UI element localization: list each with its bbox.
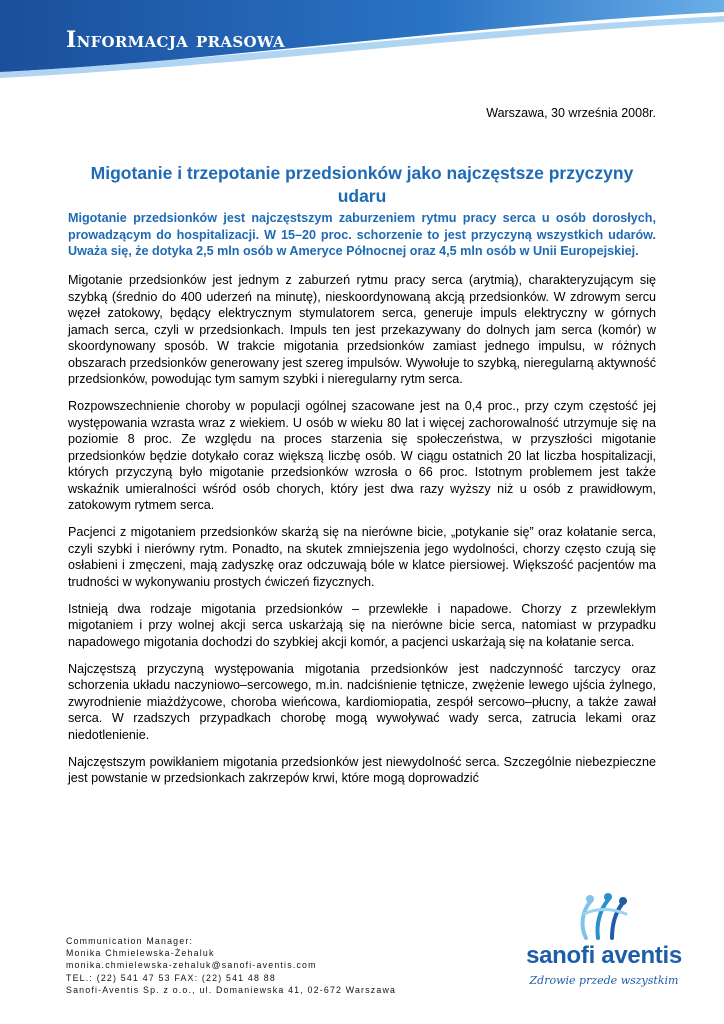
fax-label: FAX: — [174, 972, 199, 983]
phone-label: TEL.: — [66, 972, 94, 983]
contact-address: Sanofi-Aventis Sp. z o.o., ul. Domaniewska 41, 02-672 Warszawa — [66, 984, 397, 995]
logo-figures-icon — [504, 892, 704, 944]
lead-paragraph: Migotanie przedsionków jest najczęstszym zaburzeniem rytmu pracy serca u osób dorosłych, prowadzącym do hospitalizacji. W 15–20 proc. schorzenie to jest przyczyną wszystkich udarów. Uważa się, że dotyka 2,5 mln osób w Ameryce Północnej oraz 4,5 mln osób w Unii Europejskiej. — [68, 211, 656, 259]
header-title: Informacja prasowa — [66, 27, 285, 53]
contact-role: Communication Manager: — [66, 936, 194, 946]
body-paragraph-4: Istnieją dwa rodzaje migotania przedsionków – przewlekłe i napadowe. Chorzy z przewlekłym migotaniem i przy wolnej akcji serca uskarżają się na nierówne bicie serca, natomiast w przypadku napadowego migotania dochodzi do szybkiej akcji komór, a pacjenci uskarżają się na kołatanie serca. — [68, 601, 656, 649]
sanofi-aventis-logo — [504, 892, 704, 992]
logo-tagline: Zdrowie przede wszystkim — [529, 974, 679, 987]
document-title: Migotanie i trzepotanie przedsionków jako najczęstsze przyczyny udaru — [90, 163, 634, 206]
footer-contact — [66, 935, 396, 996]
body-paragraph-2: Rozpowszechnienie choroby w populacji ogólnej szacowane jest na 0,4 proc., przy czym częstość jej występowania wzrasta wraz z wiekiem. U osób w wieku 80 lat i więcej zachorowalność utrzymuje się na poziomie 8 proc. Ze względu na proces starzenia się społeczeństwa, w przyszłości migotanie przedsionków będzie dotykało coraz większą liczbę osób. W ciągu ostatnich 20 lat liczba hospitalizacji, których przyczyną było migotanie przedsionków wzrosła o 66 proc. Istotnym problemem jest także wskaźnik umieralności wśród osób chorych, który jest dwa razy wyższy niż u osób z prawidłowym, zatokowym rytmem serca. — [68, 399, 656, 513]
fax-number: (22) 541 48 88 — [201, 972, 276, 983]
logo-wordmark: sanofi aventis — [526, 942, 682, 969]
body-paragraph-1: Migotanie przedsionków jest jednym z zaburzeń rytmu pracy serca (arytmią), charakteryzującym się szybką (średnio do 400 uderzeń na minutę), nieskoordynowaną akcją przedsionków. W zdrowym sercu węzeł zatokowy, będący elektrycznym stymulatorem serca, generuje impuls elektryczny w górnych jamach serca, czyli w przedsionkach. Impuls ten jest przekazywany do dolnych jam serca (komór) w skoordynowany sposób. W trakcie migotania przedsionków zamiast jednego impulsu, w różnych obszarach przedsionków generowany jest szereg impulsów. Wywołuje to szybką, nieregularną aktywność przedsionków, powodując tym samym szybki i nieregularny rytm serca. — [68, 273, 656, 387]
header-banner — [0, 0, 724, 82]
body-paragraph-5: Najczęstszą przyczyną występowania migotania przedsionków jest nadczynność tarczycy oraz schorzenia układu naczyniowo–sercowego, m.in. nadciśnienie tętnicze, zwężenie lewego ujścia żylnego, zwyrodnienie miażdżycowe, choroba wieńcowa, kardiomiopatia, zespół sercowo–płucny, a także zawał serca. W rzadszych przypadkach chorobę mogą wywoływać wady serca, zatrucia lekami oraz niedotlenienie. — [68, 661, 656, 742]
body-paragraph-3: Pacjenci z migotaniem przedsionków skarżą się na nierówne bicie, „potykanie się” oraz kołatanie serca, czyli szybki i nierówny rytm. Ponadto, na skutek zmniejszenia jego wydolności, chorzy często czują się osłabieni i zmęczeni, mają zadyszkę oraz odczuwają bóle w klatce piersiowej. Większość pacjentów ma trudności w wykonywaniu prostych ćwiczeń fizycznych. — [68, 525, 656, 589]
document-date: Warszawa, 30 września 2008r. — [486, 106, 656, 120]
contact-phones — [66, 972, 396, 984]
contact-name: Monika Chmielewska-Żehaluk — [66, 948, 215, 959]
phone-number: (22) 541 47 53 — [96, 972, 171, 983]
body-paragraph-6: Najczęstszym powikłaniem migotania przedsionków jest niewydolność serca. Szczególnie niebezpieczne jest powstanie w przedsionkach zakrzepów krwi, które mogą doprowadzić — [68, 754, 656, 786]
contact-email[interactable]: monika.chmielewska-zehaluk@sanofi-aventis.com — [66, 960, 317, 971]
document-body — [68, 210, 656, 797]
